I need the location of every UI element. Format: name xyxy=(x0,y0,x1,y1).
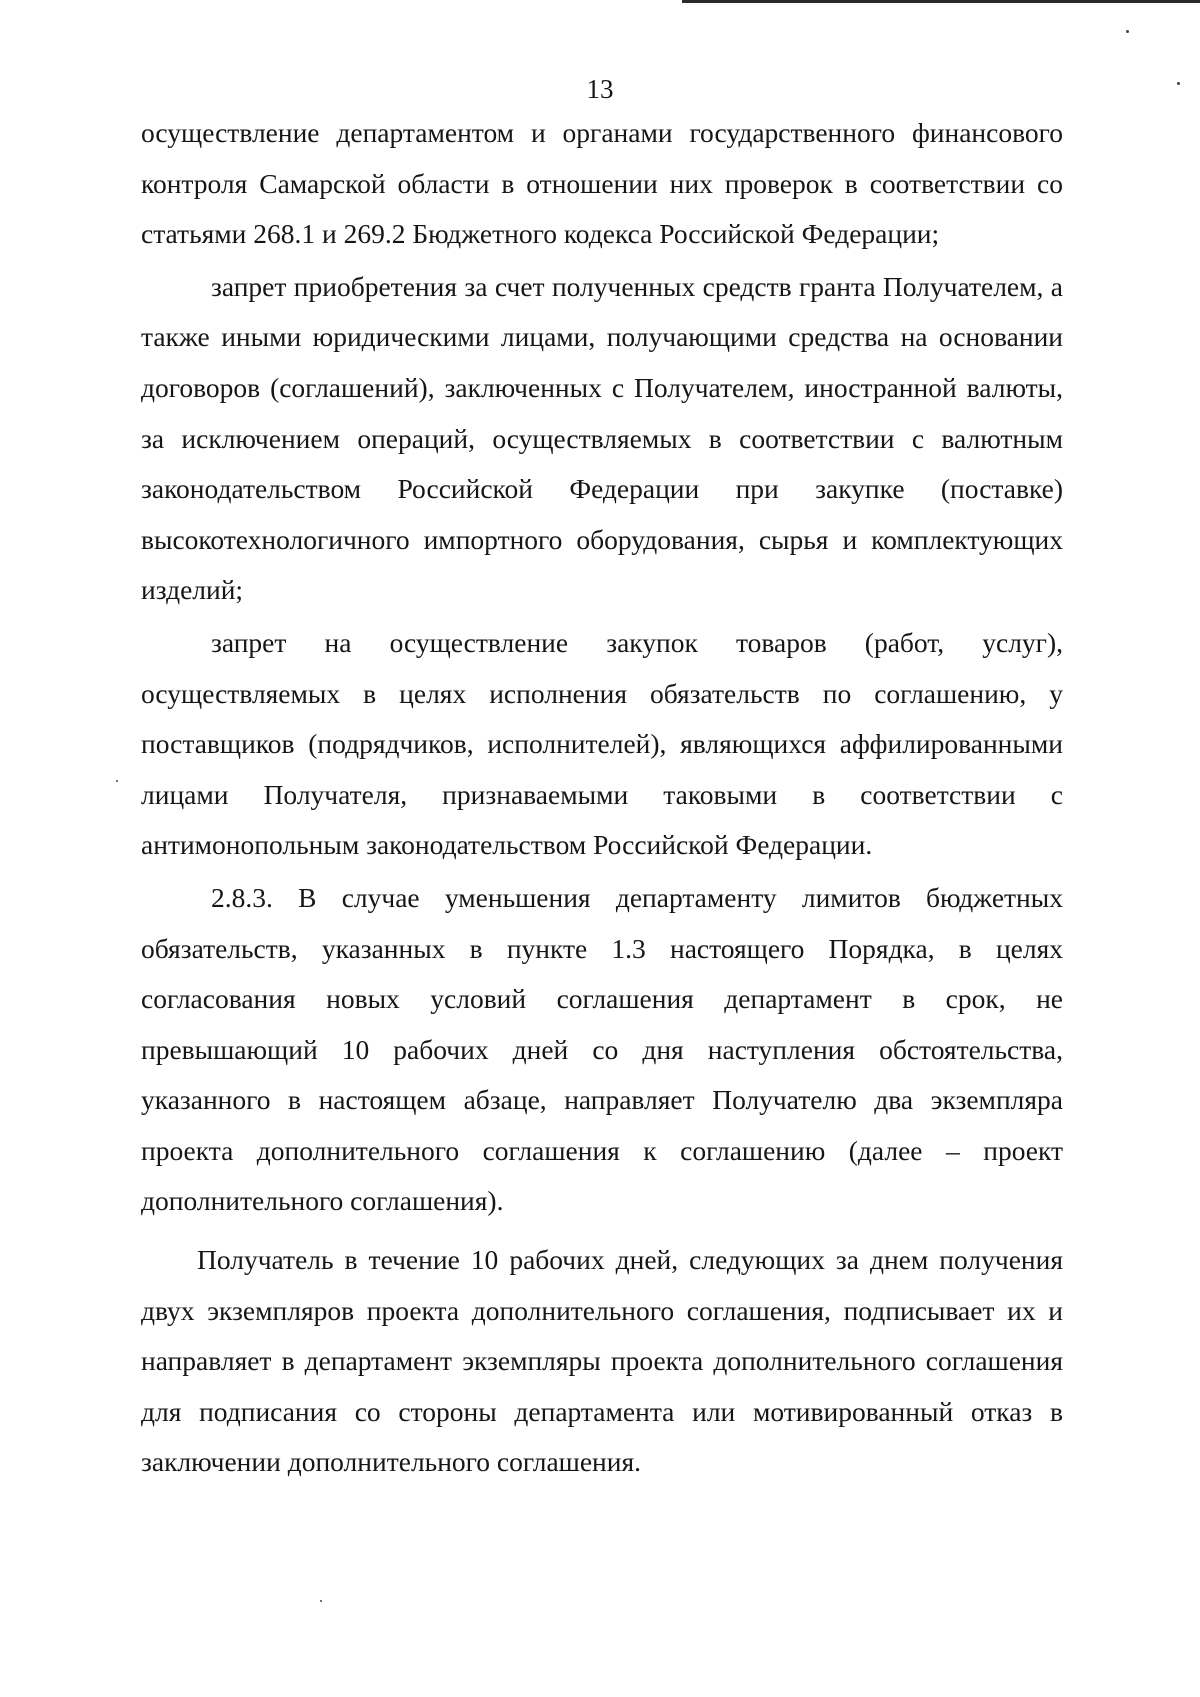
paragraph-affiliated-procurement-ban: запрет на осуществление закупок товаров (работ, услуг), осуществляемых в целях исполнения обязательств по соглашению, у поставщиков (подрядчиков, исполнителей), являющихся аффилированными лицами Получателя, признаваемыми таковыми в соответствии с антимонопольным законодательством Российской Федерации. xyxy=(141,626,1063,861)
document-body xyxy=(141,108,1063,1488)
page-number: 13 xyxy=(586,74,614,104)
scan-speck xyxy=(1126,30,1129,33)
scan-speck xyxy=(116,780,118,782)
paragraph-currency-ban: запрет приобретения за счет полученных средств гранта Получателем, а также иными юридическими лицами, получающими средства на основании договоров (соглашений), заключенных с Получателем, иностранной валюты, за исключением операций, осуществляемых в соответствии с валютным законодательством Российской Федерации при закупке (поставке) высокотехнологичного импортного оборудования, сырья и комплектующих изделий; xyxy=(141,270,1063,606)
paragraph-recipient-signing: Получатель в течение 10 рабочих дней, следующих за днем получения двух экземпляров проекта дополнительного соглашения, подписывает их и направляет в департамент экземпляры проекта дополнительного соглашения для подписания со стороны департамента или мотивированный отказ в заключении дополнительного соглашения. xyxy=(141,1244,1063,1478)
scan-top-edge-line xyxy=(682,0,1200,3)
scan-speck xyxy=(320,1600,322,1602)
paragraph-2-8-3: 2.8.3. В случае уменьшения департаменту лимитов бюджетных обязательств, указанных в пункте 1.3 настоящего Порядка, в целях согласования новых условий соглашения департамент в срок, не превышающий 10 рабочих дней со дня наступления обстоятельства, указанного в настоящем абзаце, направляет Получателю два экземпляра проекта дополнительного соглашения к соглашению (далее – проект дополнительного соглашения). xyxy=(141,881,1063,1217)
paragraph-audit-clause: осуществление департаментом и органами государственного финансового контроля Самарской области в отношении них проверок в соответствии со статьями 268.1 и 269.2 Бюджетного кодекса Российской Федерации; xyxy=(141,117,1063,250)
